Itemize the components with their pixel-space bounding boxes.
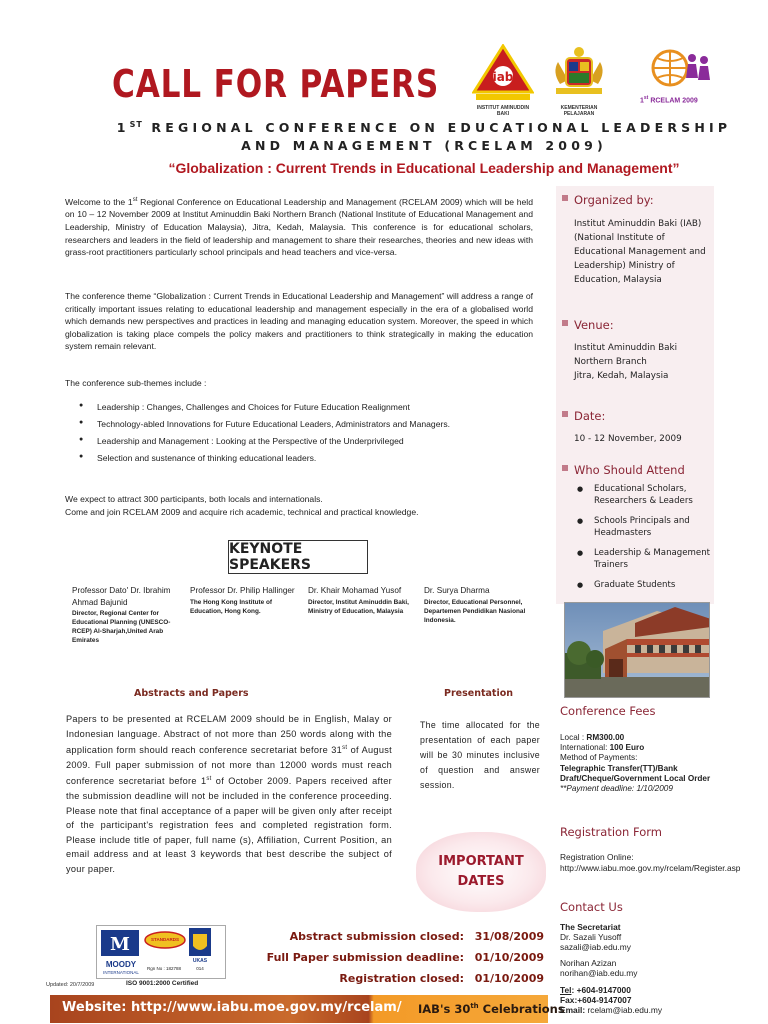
date-value: 31/08/2009: [474, 930, 544, 943]
intro-p1-sup: st: [132, 197, 138, 203]
speaker-name: Professor Dr. Philip Hallinger: [190, 586, 295, 595]
rcelam-logo-caption: [640, 95, 722, 104]
fees-details: [560, 733, 740, 794]
rcelam-prefix: 1: [640, 97, 644, 105]
contact-heading: Contact Us: [560, 900, 623, 914]
speaker-name: Professor Dato' Dr. Ibrahim Ahmad Bajunid: [72, 586, 171, 607]
speaker-3: [308, 585, 420, 616]
website-label: Website:: [62, 1000, 127, 1015]
speaker-desc: Director, Regional Center for Educational Planning (UNESCO-RCEP) Al-Sharjah,United Arab Emirates: [72, 610, 171, 644]
fees-local-value: RM300.00: [586, 733, 625, 742]
table-row: [262, 968, 544, 989]
celebration-a: IAB's 30: [418, 1002, 471, 1016]
expect-line-2: Come and join RCELAM 2009 and acquire rich academic, technical and practical knowledge.: [65, 506, 419, 517]
contact-secretariat: The Secretariat: [560, 922, 621, 932]
organized-heading-text: Organized by:: [574, 193, 654, 207]
list-item: ● Technology-abled Innovations for Future Educational Leaders, Administrators and Managers.: [75, 419, 545, 429]
expect-line-1: We expect to attract 300 participants, both locals and internationals.: [65, 494, 323, 504]
speaker-desc: The Hong Kong Institute of Education, Hong Kong.: [190, 598, 272, 615]
celebration-text: [418, 1002, 565, 1016]
bullet-square-icon: [562, 320, 568, 326]
venue-text: [574, 341, 716, 383]
date-heading-text: Date:: [574, 409, 606, 423]
website-line: [62, 1000, 402, 1015]
venue-line-3: Jitra, Kedah, Malaysia: [574, 371, 669, 381]
important-dates-table: [262, 926, 544, 989]
abstracts-heading: Abstracts and Papers: [134, 688, 249, 699]
list-item: ● Selection and sustenance of thinking educational leaders.: [75, 453, 545, 463]
moody-label: MOODY: [105, 960, 137, 969]
date-label: Abstract submission closed:: [289, 930, 464, 943]
contact-email-value[interactable]: rcelam@iab.edu.my: [585, 1004, 663, 1015]
speaker-name: Dr. Khair Mohamad Yusof: [308, 586, 402, 595]
ukas-label: UKAS: [192, 958, 208, 964]
date-value: 01/10/2009: [474, 951, 544, 964]
contact-person-1: Dr. Sazali Yusoff: [560, 931, 622, 942]
fees-local: [560, 733, 740, 743]
fees-intl: [560, 743, 740, 753]
list-item: ● Leadership : Changes, Challenges and Choices for Future Education Realignment: [75, 402, 545, 412]
abstracts-t1: Papers to be presented at RCELAM 2009 should be in English, Malay or Indonesian language. Abstract of not more than 250 words along with the application form should reach conference secretariat before 31: [66, 714, 392, 756]
date-text: 10 - 12 November, 2009: [574, 434, 682, 444]
date-value: 01/10/2009: [474, 972, 544, 985]
list-item: ● Educational Scholars, Researchers & Leaders: [574, 484, 722, 507]
moody-sub: INTERNATIONAL: [103, 970, 139, 975]
presentation-text: The time allocated for the presentation of each paper will be 30 minutes inclusive of question and answer session.: [420, 720, 540, 790]
contact-email-1[interactable]: sazali@iab.edu.my: [560, 941, 631, 952]
contact-tel-label: Tel: [560, 984, 572, 995]
important-dates-badge: [416, 832, 546, 912]
attend-heading-text: Who Should Attend: [574, 463, 685, 477]
registration-link[interactable]: http://www.iabu.moe.gov.my/rcelam/Register.asp: [560, 862, 741, 873]
speaker-1: [72, 585, 184, 645]
fees-method-label: Method of Payments:: [560, 753, 638, 763]
abstracts-sup1: st: [342, 745, 348, 752]
conference-name: [96, 116, 752, 155]
abstracts-t2: of August 2009. Full paper submission of not more than 12000 words must reach conference secretariat before 1: [66, 745, 392, 787]
speaker-desc: Director, Institut Aminuddin Baki, Ministry of Education, Malaysia: [308, 598, 409, 615]
attendees-list: [574, 484, 722, 601]
bullet-square-icon: [562, 411, 568, 417]
speaker-4: [424, 585, 536, 625]
table-row: [262, 926, 544, 947]
venue-line-1: Institut Aminuddin Baki: [574, 343, 678, 353]
contact-email-2[interactable]: norihan@iab.edu.my: [560, 968, 638, 979]
date-heading: [562, 409, 605, 423]
registration-heading: Registration Form: [560, 825, 662, 839]
contact-email: [560, 1006, 740, 1016]
venue-building-photo: [564, 602, 710, 698]
contact-details: [560, 923, 740, 1015]
important-dates-line2: DATES: [457, 874, 505, 889]
malaysia-crest: [548, 44, 610, 117]
crest-caption: KEMENTERIAN PELAJARAN: [560, 105, 598, 117]
subthemes-intro: The conference sub-themes include :: [65, 378, 207, 388]
venue-heading-text: Venue:: [574, 318, 614, 332]
iab-logo: [472, 44, 534, 117]
ukas-no: 014: [196, 966, 204, 971]
rcelam-sup: st: [643, 95, 649, 101]
registration-text: [560, 852, 740, 873]
svg-text:iab: iab: [492, 70, 514, 84]
speaker-name: Dr. Surya Dharma: [424, 586, 490, 595]
conference-prefix: 1: [116, 120, 130, 136]
registration-online-label: Registration Online:: [560, 852, 634, 862]
organized-text: Institut Aminuddin Baki (IAB) (National Institute of Educational Management and Leadership) Ministry of Education, Malaysia: [574, 219, 706, 285]
fees-method-value: Telegraphic Transfer(TT)/Bank Draft/Cheque/Government Local Order: [560, 763, 711, 783]
speaker-2: [190, 585, 302, 616]
table-row: [262, 947, 544, 968]
date-label: Registration closed:: [339, 972, 464, 985]
fees-intl-label: International:: [560, 743, 610, 753]
contact-tel-value: : +604-9147000: [571, 984, 631, 995]
fees-deadline: **Payment deadline: 1/10/2009: [560, 784, 673, 794]
website-link[interactable]: http://www.iabu.moe.gov.my/rcelam/: [130, 1000, 402, 1015]
contact-person-2: Norihan Azizan: [560, 958, 617, 969]
bullet-square-icon: [562, 465, 568, 471]
celebration-b: Celebrations: [478, 1002, 565, 1016]
iso-certified: ISO 9001:2000 Certified: [126, 980, 199, 987]
list-item: ● Leadership and Management : Looking at the Perspective of the Underprivileged: [75, 436, 545, 446]
updated-date: Updated: 20/7/2009: [46, 982, 95, 988]
intro-p1-a: Welcome to the 1: [65, 196, 133, 207]
intro-paragraph-2: The conference theme “Globalization : Current Trends in Educational Leadership and Management” will address a range of critically important issues relating to educational leadership and management especially in the era of a globalised world which demands new perspectives and practices in leading and managing education system. Moreover, the speed in which globalization is taking place compels the policy makers and practitioners to think strategically in making the education system remain relevant.: [65, 291, 533, 352]
list-item: ● Schools Principals and Headmasters: [574, 516, 722, 539]
important-dates-line1: IMPORTANT: [438, 854, 524, 869]
contact-fax-value: :+604-9147007: [574, 994, 632, 1005]
rcelam-logo: [640, 46, 722, 104]
contact-fax-label: Fax: [560, 994, 575, 1005]
iab-logo-caption: INSTITUT AMINUDDIN BAKI: [476, 105, 530, 117]
keynote-heading: KEYNOTE SPEAKERS: [228, 540, 368, 574]
conference-name-text: REGIONAL CONFERENCE ON EDUCATIONAL LEADERSHIP AND MANAGEMENT (RCELAM 2009): [151, 120, 732, 154]
celebration-sup: th: [470, 1002, 479, 1011]
bullet-square-icon: [562, 195, 568, 201]
rcelam-caption-text: RCELAM 2009: [650, 97, 698, 105]
attend-heading: [562, 463, 685, 477]
abstracts-text: [66, 712, 392, 877]
venue-line-2: Northern Branch: [574, 357, 647, 367]
venue-heading: [562, 318, 614, 332]
page-title: CALL FOR PAPERS: [112, 62, 440, 106]
intro-p1-b: Regional Conference on Educational Leadership and Management (RCELAM 2009) which will be held on 10 – 12 November 2009 at Institut Aminuddin Baki Northern Branch (National Institute of Educational Management and Leadership, Ministry of Education Malaysia), Jitra, Kedah, Malaysia. This conference is for educational scholars, researchers and leaders in the field of leadership and management to share their researches, theories and new ideas with grass-root practitioners particularly school principals and head teachers and vice-versa.: [65, 196, 533, 258]
fees-heading: Conference Fees: [560, 704, 656, 718]
standards-label: STANDARDS: [151, 937, 179, 942]
list-item: ● Leadership & Management Trainers: [574, 548, 722, 571]
presentation-heading: Presentation: [444, 688, 513, 699]
fees-intl-value: 100 Euro: [609, 743, 645, 753]
conference-sup: ST: [129, 120, 143, 129]
certification-box: [96, 925, 226, 979]
fees-local-label: Local :: [560, 733, 587, 742]
speaker-desc: Director, Educational Personnel, Departemen Pendidikan Nasional Indonesia.: [424, 598, 526, 624]
abstracts-sup2: st: [206, 776, 212, 783]
svg-text:M: M: [110, 934, 130, 955]
organized-heading: [562, 193, 654, 207]
reg-no: Rgn No : 182788: [147, 966, 182, 971]
intro-paragraph-1: [65, 194, 533, 259]
subthemes-list: [75, 402, 545, 470]
conference-theme: “Globalization : Current Trends in Educational Leadership and Management”: [168, 160, 680, 176]
expectation-text: [65, 493, 533, 518]
contact-email-label: Email:: [560, 1004, 586, 1015]
abstracts-t3: of October 2009. Papers received after the submission deadline will not be included in the conference proceeding. Please note that final acceptance of a paper will be given only after receipt of the participant's registration fees and completed registration form. Please include title of paper, full name (s), Affiliation, Current Position, an email address and at least 3 keywords that best describe the subject of your paper.: [66, 776, 392, 875]
date-label: Full Paper submission deadline:: [266, 951, 464, 964]
list-item: ● Graduate Students: [574, 580, 722, 592]
